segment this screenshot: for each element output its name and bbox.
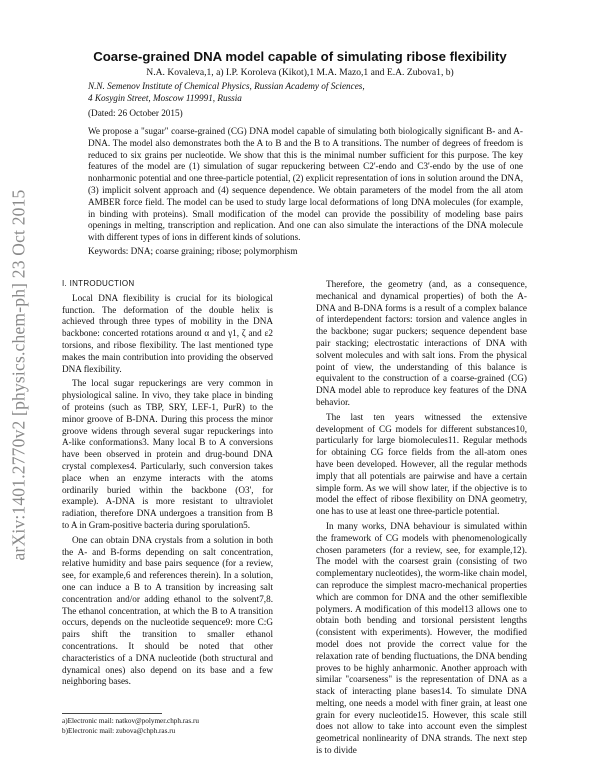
arxiv-stamp (4, 175, 34, 575)
paragraph: In many works, DNA behaviour is simulated within the framework of CG models with phenomenologically chosen parameters (for a review, see, for example,12). The model with the coarsest grain (consisting of two complementary nucleotides), the worm-like chain model, can reproduce the simplest macro-mechanical properties which are common for DNA and the other semiflexible polymers. A modification of this model13 allows one to obtain both bending and torsional persistent lengths (consistent with experiments). However, the modified model does not provide the correct value for the relaxation rate of bending fluctuations, the DNA bending proves to be highly anharmonic. Another approach with similar "coarseness" is the representation of DNA as a stack of interacting plane bases14. To simulate DNA melting, one needs a model with finer grain, at least one grain for every nucleotide15. However, this scale still does not allow to take into account even the simplest geometrical nonlinearity of DNA strands. The next step is to divide (316, 520, 527, 756)
paragraph: The last ten years witnessed the extensive development of CG models for different substances10, particularly for large biomolecules11. Regular methods for obtaining CG force fields from the all-atom ones have been developed. However, all the regular methods imply that all potentials are pairwise and have a certain simple form. As we will show later, if the objective is to model the effect of ribose flexibility on DNA geometry, one has to use at least one three-particle potential. (316, 411, 527, 517)
footnote-email-a: a)Electronic mail: natkov@polymer.chph.ras.ru (62, 717, 199, 725)
section-heading-introduction: I. INTRODUCTION (62, 279, 135, 288)
paper-title: Coarse-grained DNA model capable of simulating ribose flexibility (93, 49, 507, 64)
affiliation-line-2: 4 Kosygin Street, Moscow 119991, Russia (88, 93, 242, 103)
footnotes (62, 717, 292, 736)
abstract: We propose a "sugar" coarse-grained (CG) DNA model capable of simulating both biologically significant B- and A-DNA. The model also demonstrates both the A to B and the B to A transitions. The number of degrees of freedom is reduced to six grains per nucleotide. We show that this is the minimal number sufficient for this purpose. The key features of the model are (1) simulation of sugar repuckering between C2'-endo and C3'-endo by the use of one nonharmonic potential and one three-particle potential, (2) explicit representation of ions in solution around the DNA, (3) implicit solvent approach and (4) sequence dependence. We obtain parameters of the model from the all atom AMBER force field. The model can be used to study large local deformations of long DNA molecules (for example, in binding with proteins). Small modification of the model can provide the possibility of modeling base pairs openings in melting, transcription and replication. And one can also simulate the interactions of the DNA molecule with different types of ions in different kinds of solutions. (88, 126, 523, 243)
paragraph: Local DNA flexibility is crucial for its biological function. The deformation of the double helix is achieved through three types of mobility in the DNA backbone: concerted rotations around α and γ1, ζ and ε2 torsions, and ribose flexibility. The last mentioned type makes the main contribution into providing the observed DNA flexibility. (62, 292, 273, 374)
paragraph: One can obtain DNA crystals from a solution in both the A- and B-forms depending on salt concentration, relative humidity and base pairs sequence (for a review, see, for example,6 and references therein). In a solution, one can induce a B to A transition by increasing salt concentration and/or adding ethanol to the solvent7,8. The ethanol concentration, at which the B to A transition occurs, depends on the nucleotide sequence9: more C:G pairs shift the transition to smaller ethanol concentrations. It should be noted that other characteristics of a DNA nucleotide (both structural and dynamical ones) also depend on its base and a few neighboring bases. (62, 534, 273, 687)
author-list: N.A. Kovaleva,1, a) I.P. Koroleva (Kikot),1 M.A. Mazo,1 and E.A. Zubova1, b) (146, 67, 454, 78)
affiliation-line-1: N.N. Semenov Institute of Chemical Physics, Russian Academy of Sciences, (88, 81, 365, 91)
paragraph: Therefore, the geometry (and, as a consequence, mechanical and dynamical properties) of both the A-DNA and B-DNA forms is a result of a complex balance of interdependent factors: torsion and valence angles in the backbone; sugar puckers; sequence dependent base pair stacking; electrostatic interactions of DNA with solvent molecules and with salt ions. From the physical point of view, the understanding of this balance is equivalent to the construction of a coarse-grained (CG) DNA model able to reproduce key features of the DNA behavior. (316, 279, 527, 407)
dated-line: (Dated: 26 October 2015) (88, 108, 183, 118)
left-column (62, 278, 273, 688)
paragraph: The local sugar repuckerings are very common in physiological saline. In vivo, they take place in binding of proteins (such as TBP, SRY, LEF-1, PurR) to the minor groove of B-DNA. During this process the minor groove widens through several sugar repuckerings into A-like conformations3. Many local B to A conversions have been observed in protein and drug-bound DNA crystal complexes4. Particularly, such conversion takes place when an enzyme interacts with the atoms ordinarily buried within the backbone (O3', for example). A-DNA is more resistant to ultraviolet radiation, therefore DNA undergoes a transition from B to A in Gram-positive bacteria during sporulation5. (62, 378, 273, 530)
right-column (316, 279, 527, 757)
affiliation (88, 80, 365, 104)
footnote-rule (62, 713, 162, 714)
keywords: Keywords: DNA; coarse graining; ribose; polymorphism (88, 246, 298, 256)
arxiv-stamp-text: arXiv:1401.2770v2 [physics.chem-ph] 23 Oct 2015 (8, 189, 29, 561)
footnote-email-b: b)Electronic mail: zubova@chph.ras.ru (62, 726, 176, 735)
